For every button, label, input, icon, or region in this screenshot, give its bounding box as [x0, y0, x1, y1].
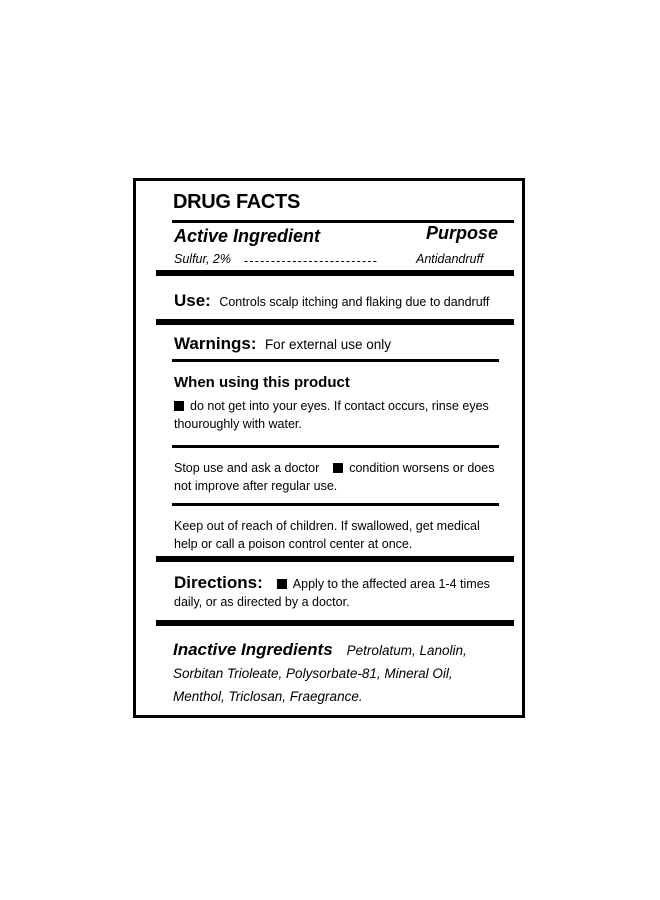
- active-ingredient-header: Active Ingredient: [174, 226, 321, 246]
- inactive-ingredients-section: [173, 638, 493, 708]
- purpose-value: Antidandruff: [416, 252, 484, 266]
- when-using-text-content: do not get into your eyes. If contact occurs, rinse eyes thouroughly with water.: [174, 399, 489, 431]
- bullet-square-icon: [333, 463, 343, 473]
- active-ingredient-value: Sulfur, 2%: [174, 252, 231, 266]
- directions-label: Directions:: [174, 573, 263, 592]
- inactive-ingredients-text: Petrolatum, Lanolin, Sorbitan Trioleate, Polysorbate-81, Mineral Oil, Menthol, Triclosan, Fraegrance.: [173, 643, 467, 704]
- warnings-label: Warnings:: [174, 334, 257, 353]
- dotted-leader: -------------------------: [244, 254, 379, 268]
- warnings-text: For external use only: [264, 337, 391, 352]
- warnings-section: [174, 334, 391, 354]
- stop-use-label: Stop use and ask a doctor: [174, 461, 320, 475]
- purpose-header: Purpose: [426, 223, 499, 243]
- bullet-square-icon: [277, 579, 287, 589]
- section-rule-thick-1: [156, 270, 514, 276]
- stop-use-text-content: condition worsens or does not improve after regular use.: [174, 461, 495, 493]
- when-using-title: When using this product: [174, 374, 350, 391]
- directions-text: Apply to the affected area 1-4 times daily, or as directed by a doctor.: [174, 577, 490, 609]
- use-section: [174, 291, 489, 311]
- section-rule-thick-2: [156, 319, 514, 325]
- label-title: DRUG FACTS: [173, 191, 301, 213]
- bullet-square-icon: [174, 401, 184, 411]
- stop-use-text: [174, 459, 499, 495]
- section-rule-thick-4: [156, 620, 514, 626]
- when-using-rule: [172, 445, 499, 448]
- use-label: Use:: [174, 291, 211, 310]
- drug-facts-label: [133, 178, 525, 718]
- when-using-text: [174, 397, 499, 433]
- keep-out-text: Keep out of reach of children. If swallowed, get medical help or call a poison control center at once.: [174, 519, 480, 551]
- warnings-rule: [172, 359, 499, 362]
- directions-section: [174, 574, 504, 611]
- section-rule-thick-3: [156, 556, 514, 562]
- use-text: Controls scalp itching and flaking due to dandruff: [219, 295, 490, 309]
- stop-use-rule: [172, 503, 499, 506]
- inactive-ingredients-label: Inactive Ingredients: [173, 640, 333, 659]
